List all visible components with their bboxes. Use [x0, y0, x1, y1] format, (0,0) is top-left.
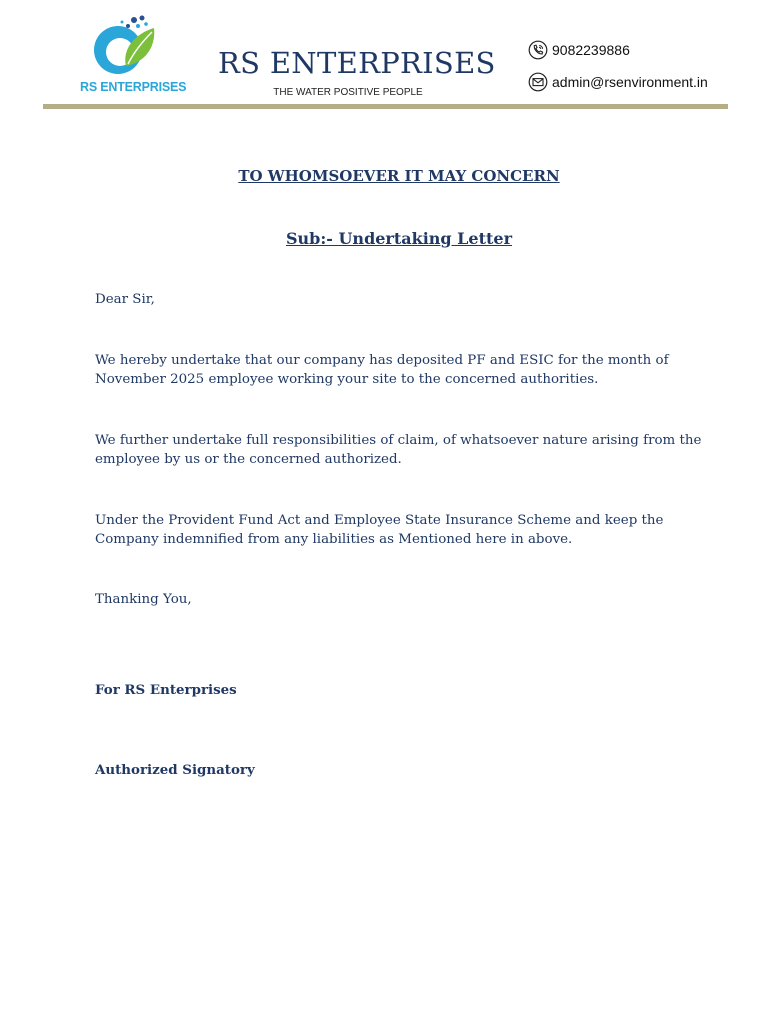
authorized-signatory: Authorized Signatory — [95, 762, 255, 778]
logo-wordmark: RS ENTERPRISES — [80, 80, 187, 94]
paragraph-indemnity: Under the Provident Fund Act and Employee State Insurance Scheme and keep the Company indemnified from any liabilities as Mentioned here in above. — [95, 513, 664, 547]
sign-off-company: For RS Enterprises — [95, 682, 237, 698]
email-contact — [528, 71, 708, 93]
envelope-icon — [528, 72, 548, 92]
phone-number: 9082239886 — [552, 42, 630, 58]
email-address[interactable]: admin@rsenvironment.in — [552, 74, 708, 90]
letterhead — [0, 0, 768, 112]
company-logo — [80, 14, 187, 98]
company-name: RS ENTERPRISES — [218, 46, 496, 80]
company-tagline: THE WATER POSITIVE PEOPLE — [273, 87, 423, 98]
water-drop-leaf-logo-icon — [92, 14, 164, 80]
letter-subject: Sub:- Undertaking Letter — [285, 229, 512, 248]
paragraph-responsibility: We further undertake full responsibilities of claim, of whatsoever nature arising from the employee by us or the concerned authorized. — [95, 433, 702, 467]
letter-title: TO WHOMSOEVER IT MAY CONCERN — [238, 167, 560, 185]
paragraph-undertaking: We hereby undertake that our company has deposited PF and ESIC for the month of November 2025 employee working your site to the concerned authorities. — [95, 353, 669, 387]
phone-icon — [528, 40, 548, 60]
phone-contact — [528, 39, 630, 61]
closing: Thanking You, — [95, 592, 192, 607]
header-divider — [43, 104, 728, 109]
greeting: Dear Sir, — [95, 292, 155, 307]
